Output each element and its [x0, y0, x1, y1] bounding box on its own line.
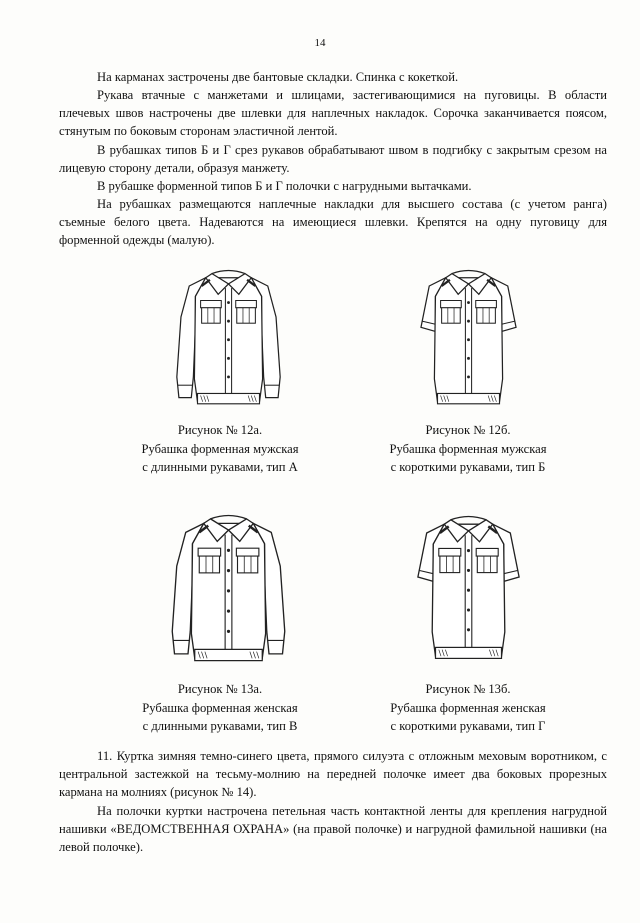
figure-subtitle: с длинными рукавами, тип А — [142, 460, 298, 475]
figure-number: Рисунок № 13а. — [177, 682, 263, 696]
figure-number: Рисунок № 13б. — [425, 682, 511, 696]
figure-title: Рубашка форменная мужская — [389, 441, 547, 456]
figure-title: Рубашка форменная мужская — [141, 441, 299, 456]
short-sleeve-shirt-icon — [406, 255, 531, 410]
paragraph: В рубашке форменной типов Б и Г полочки с нагрудными вытачками. — [97, 179, 472, 193]
figure-caption — [318, 421, 618, 477]
paragraph: На рубашках размещаются наплечные накладки для высшего состава (с учетом ранга) съемные белого цвета. Надеваются на имеющиеся шлевки. Крепятся на одну пуговицу для форменной одежды (малую). — [59, 197, 607, 248]
figure-title: Рубашка форменная женская — [142, 700, 298, 715]
paragraph: Рукава втачные с манжетами и шлицами, застегивающимися на пуговицы. В области плечевых швов настрочены две шлевки для наплечных накладок. Сорочка заканчивается поясом, стянутым по боковым сторонам эластичной лентой. — [59, 88, 607, 139]
paragraph: На полочки куртки настрочена петельная часть контактной ленты для крепления нагрудной нашивки «ВЕДОМСТВЕННАЯ ОХРАНА» (на правой полочке) и нагрудной фамильной нашивки (на левой полочке). — [59, 804, 607, 855]
figure-subtitle: с короткими рукавами, тип Г — [390, 719, 546, 734]
figure-12b — [318, 255, 618, 410]
figure-subtitle: с длинными рукавами, тип В — [142, 719, 298, 734]
figure-subtitle: с короткими рукавами, тип Б — [390, 460, 546, 475]
long-sleeve-shirt-icon — [161, 498, 296, 668]
short-sleeve-shirt-icon — [401, 500, 536, 665]
figure-caption — [318, 680, 618, 736]
figure-title: Рубашка форменная женская — [390, 700, 546, 715]
figure-number: Рисунок № 12а. — [177, 423, 263, 437]
paragraph: В рубашках типов Б и Г срез рукавов обрабатывают швом в подгибку с закрытым срезом на лицевую сторону детали, образуя манжету. — [59, 143, 607, 176]
long-sleeve-shirt-icon — [166, 255, 291, 410]
paragraph: На карманах застрочены две бантовые складки. Спинка с кокеткой. — [97, 70, 459, 84]
paragraph: 11. Куртка зимняя темно-синего цвета, прямого силуэта с отложным меховым воротником, с центральной застежкой на тесьму-молнию на передней полочке имеет два боковых прорезных кармана на молниях (рисунок № 14). — [59, 749, 607, 800]
figure-13b — [318, 500, 618, 665]
figure-number: Рисунок № 12б. — [425, 423, 511, 437]
page-number: 14 — [314, 37, 326, 49]
